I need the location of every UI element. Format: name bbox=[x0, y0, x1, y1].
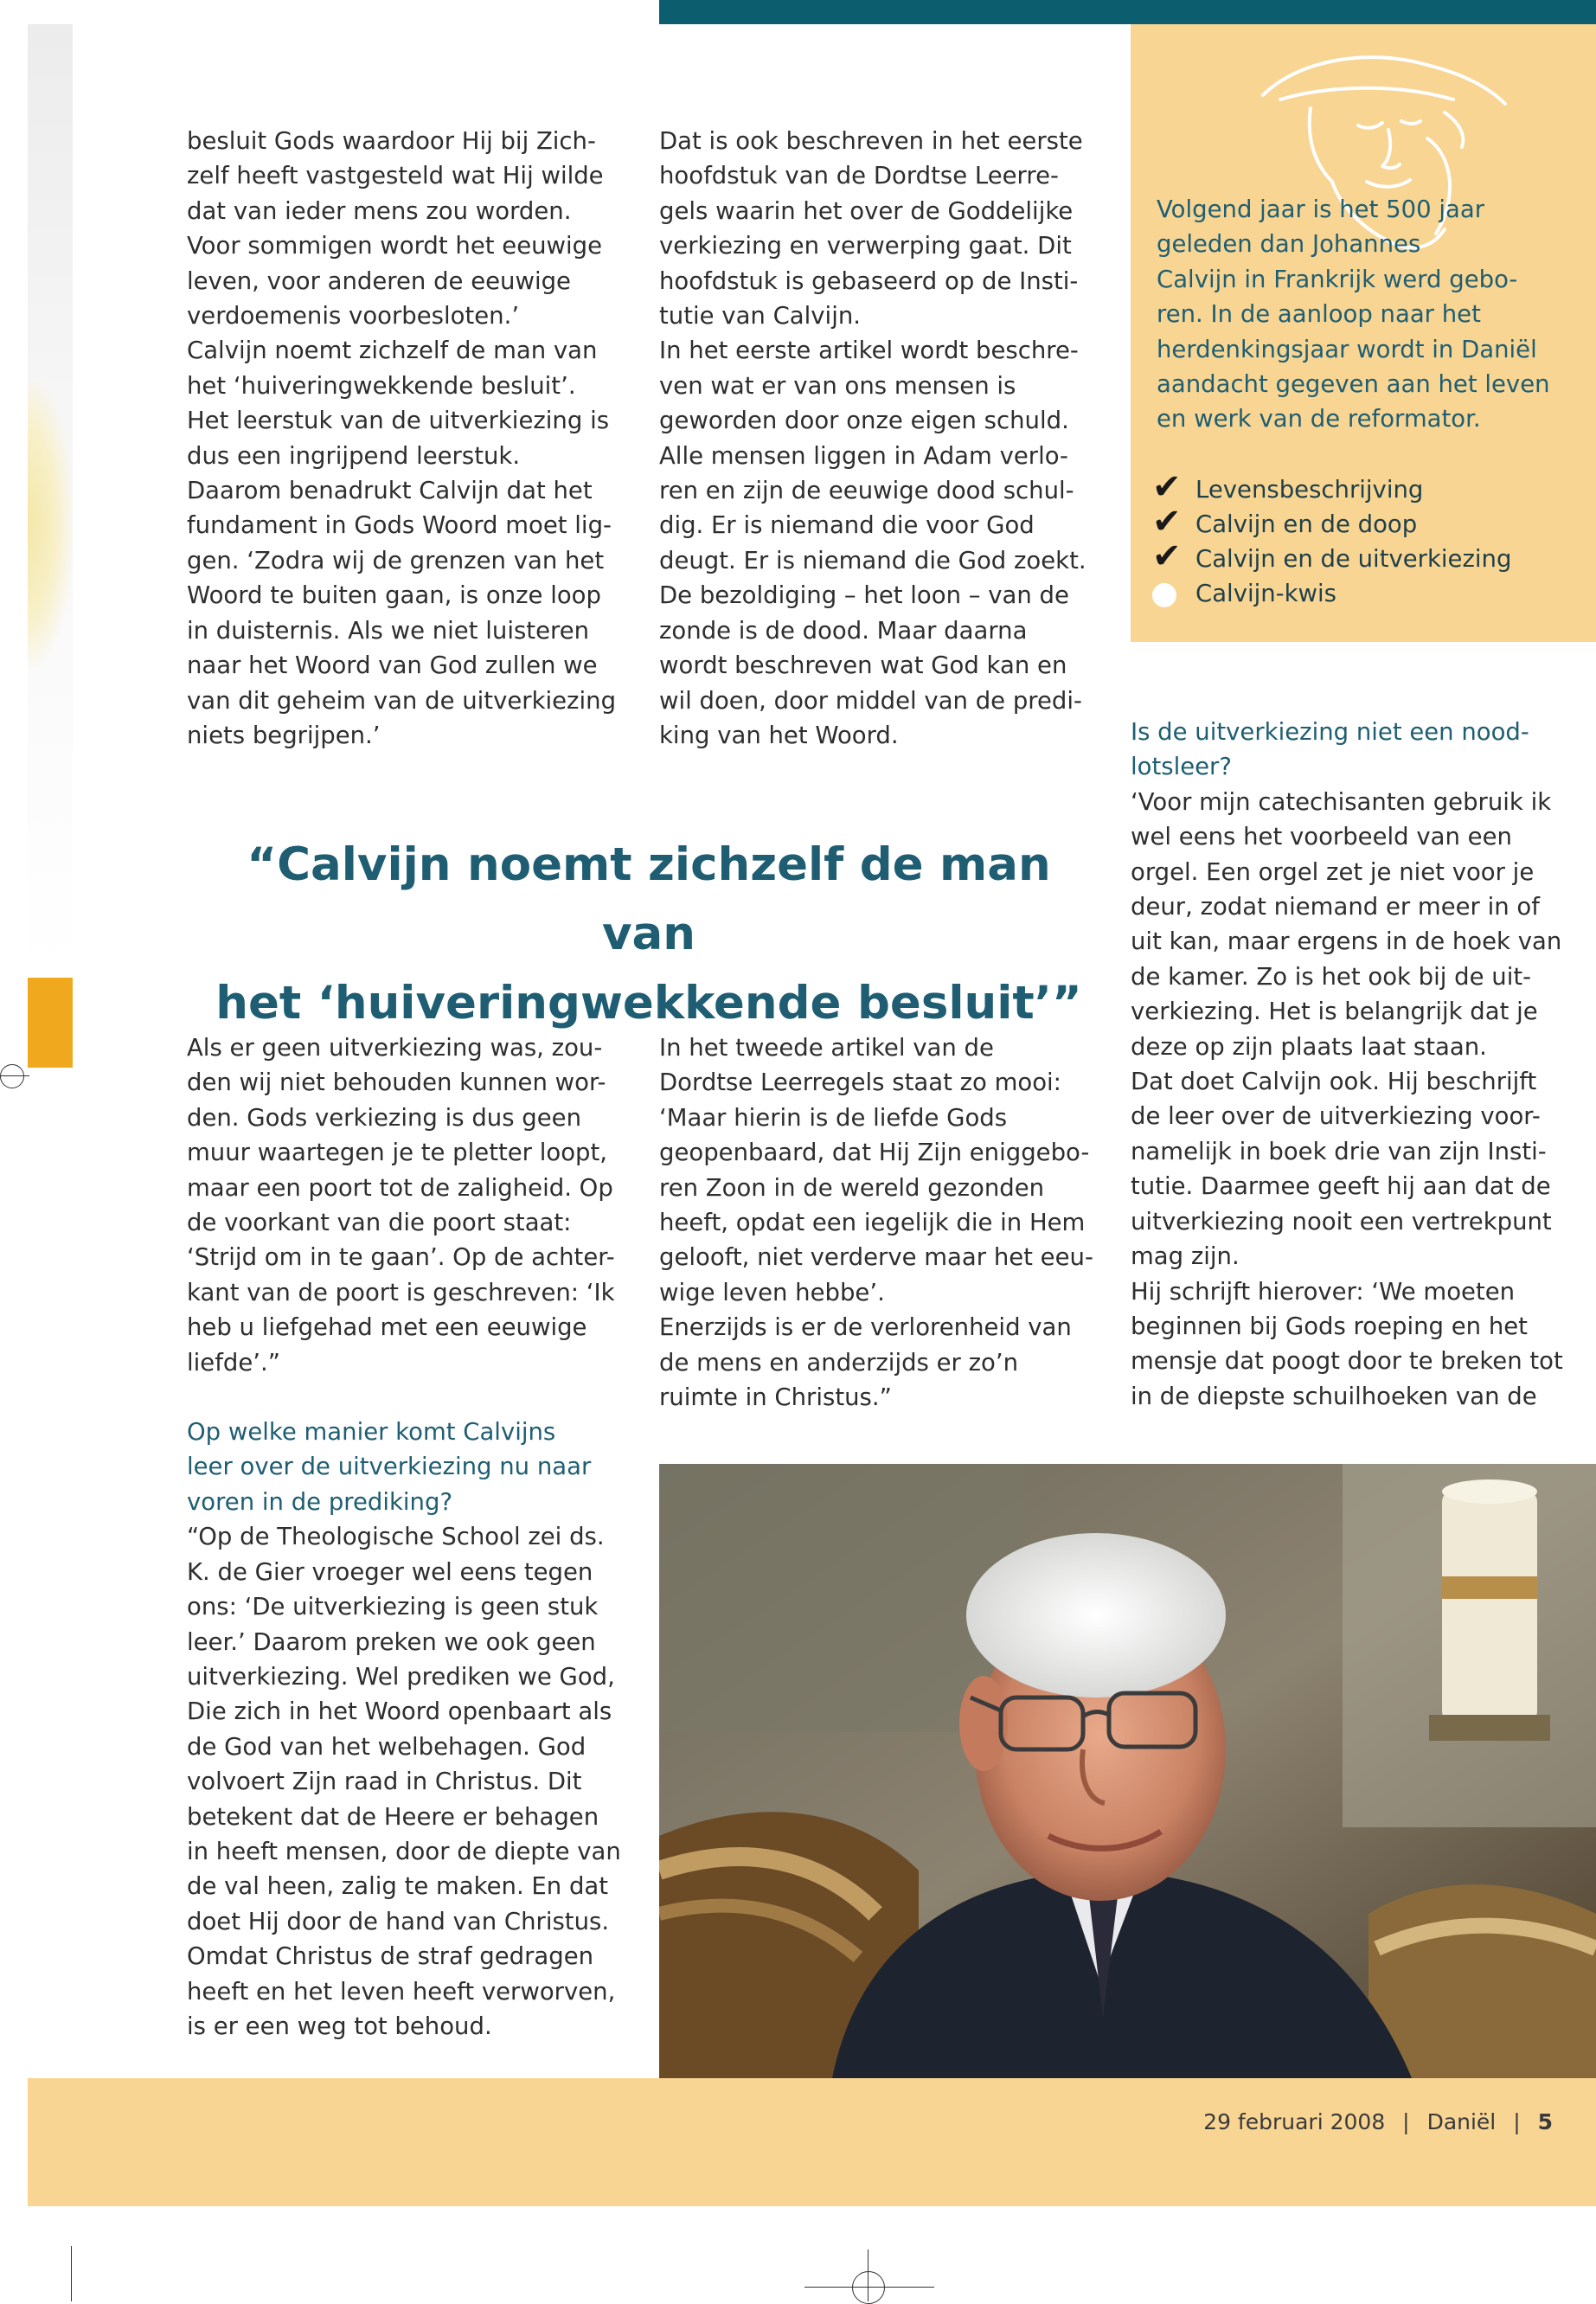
text-line: leven, voor anderen de eeuwige bbox=[187, 266, 571, 295]
text-line: deugt. Er is niemand die God zoekt. bbox=[659, 546, 1086, 574]
text-line: ren Zoon in de wereld gezonden bbox=[659, 1173, 1045, 1202]
text-line: geworden door onze eigen schuld. bbox=[659, 407, 1069, 435]
text-line: den. Gods verkiezing is dus geen bbox=[187, 1103, 582, 1132]
text-line: ons: ‘De uitverkiezing is geen stuk bbox=[187, 1593, 599, 1621]
text-line: verkiezing. Het is belangrijk dat je bbox=[1131, 998, 1538, 1026]
text-line: uitverkiezing. Wel prediken we God, bbox=[187, 1662, 615, 1691]
sidebar-line: Calvijn in Frankrijk werd gebo- bbox=[1157, 265, 1518, 293]
text-line: de val heen, zalig te maken. En dat bbox=[187, 1872, 609, 1901]
text-line: tutie. Daarmee geeft hij aan dat de bbox=[1131, 1172, 1551, 1201]
text-line: king van het Woord. bbox=[659, 721, 899, 749]
text-line: uitverkiezing nooit een vertrekpunt bbox=[1131, 1207, 1552, 1235]
text-line: mag zijn. bbox=[1131, 1242, 1240, 1271]
text-line: in duisternis. Als we niet luisteren bbox=[187, 616, 590, 645]
footer-separator: | bbox=[1402, 2109, 1410, 2134]
text-line: is er een weg tot behoud. bbox=[187, 2012, 492, 2040]
text-line: De bezoldiging – het loon – van de bbox=[659, 581, 1069, 610]
checkmark-icon: ✔ bbox=[1152, 502, 1182, 542]
text-line: in heeft mensen, door de diepte van bbox=[187, 1837, 621, 1865]
text-line: hoofdstuk van de Dordtse Leerre- bbox=[659, 162, 1059, 190]
text-line: heeft en het leven heeft verworven, bbox=[187, 1977, 616, 2006]
text-line: heb u liefgehad met een eeuwige bbox=[187, 1313, 587, 1342]
text-line: maar een poort tot de zaligheid. Op bbox=[187, 1173, 613, 1202]
text-line: Als er geen uitverkiezing was, zou- bbox=[187, 1034, 603, 1062]
text-line: ‘Voor mijn catechisanten gebruik ik bbox=[1131, 787, 1552, 816]
pull-quote-line: het ‘huiveringwekkende besluit’” bbox=[215, 977, 1082, 1030]
text-line: Dat is ook beschreven in het eerste bbox=[659, 127, 1083, 155]
page-number: 5 bbox=[1537, 2109, 1553, 2134]
checkmark-icon: ✔ bbox=[1152, 467, 1182, 507]
text-line: Het leerstuk van de uitverkiezing is bbox=[187, 407, 610, 435]
footer-band bbox=[28, 2078, 1596, 2206]
text-line: ‘Maar hierin is de liefde Gods bbox=[659, 1103, 1008, 1132]
text-line: zelf heeft vastgesteld wat Hij wilde bbox=[187, 162, 604, 190]
text-line: Omdat Christus de straf gedragen bbox=[187, 1942, 594, 1971]
text-line: zonde is de dood. Maar daarna bbox=[659, 616, 1028, 645]
footer-date: 29 februari 2008 bbox=[1203, 2109, 1386, 2134]
text-line: fundament in Gods Woord moet lig- bbox=[187, 511, 612, 540]
text-line: verkiezing en verwerping gaat. Dit bbox=[659, 232, 1072, 260]
text-line: heeft, opdat een iegelijk die in Hem bbox=[659, 1209, 1086, 1237]
sidebar-line: aandacht gegeven aan het leven bbox=[1157, 370, 1550, 399]
text-line: In het tweede artikel van de bbox=[659, 1034, 994, 1062]
text-line: Voor sommigen wordt het eeuwige bbox=[187, 232, 603, 260]
text-line: naar het Woord van God zullen we bbox=[187, 651, 598, 680]
text-line: dig. Er is niemand die voor God bbox=[659, 511, 1035, 540]
text-line: gels waarin het over de Goddelijke bbox=[659, 196, 1074, 225]
text-line: orgel. Een orgel zet je niet voor je bbox=[1131, 857, 1535, 886]
question-line: Op welke manier komt Calvijns bbox=[187, 1418, 556, 1447]
text-line: betekent dat de Heere er behagen bbox=[187, 1802, 599, 1831]
text-line: dat van ieder mens zou worden. bbox=[187, 196, 572, 225]
question-line: lotsleer? bbox=[1131, 753, 1232, 781]
text-line: gen. ‘Zodra wij de grenzen van het bbox=[187, 546, 605, 574]
text-line: Calvijn noemt zichzelf de man van bbox=[187, 337, 598, 365]
text-line: mensje dat poogt door te breken tot bbox=[1131, 1347, 1563, 1376]
text-line: Die zich in het Woord openbaart als bbox=[187, 1698, 612, 1726]
text-line: de voorkant van die poort staat: bbox=[187, 1209, 572, 1237]
text-line: In het eerste artikel wordt beschre- bbox=[659, 337, 1079, 365]
text-line: wige leven hebbe’. bbox=[659, 1278, 885, 1306]
question-line: voren in de prediking? bbox=[187, 1487, 453, 1516]
text-line: doet Hij door de hand van Christus. bbox=[187, 1907, 610, 1935]
footer bbox=[1203, 2109, 1553, 2134]
text-line: van dit geheim van de uitverkiezing bbox=[187, 686, 617, 715]
middle-bottom-column bbox=[659, 1030, 1109, 1415]
text-line: in de diepste schuilhoeken van de bbox=[1131, 1382, 1537, 1410]
text-line: liefde’.” bbox=[187, 1348, 280, 1377]
bullet-dot-icon bbox=[1152, 583, 1176, 607]
left-strip-blob bbox=[28, 381, 73, 666]
paragraph-gap bbox=[187, 1380, 628, 1415]
footer-separator: | bbox=[1513, 2109, 1521, 2134]
text-line: volvoert Zijn raad in Christus. Dit bbox=[187, 1768, 582, 1796]
left-top-column bbox=[187, 124, 619, 753]
text-line: Dordtse Leerregels staat zo mooi: bbox=[659, 1069, 1061, 1097]
pull-quote bbox=[199, 831, 1099, 1038]
text-line: de kamer. Zo is het ook bij de uit- bbox=[1131, 962, 1532, 991]
crop-circle bbox=[0, 1064, 24, 1088]
text-line: de God van het welbehagen. God bbox=[187, 1732, 586, 1761]
text-line: Enerzijds is er de verlorenheid van bbox=[659, 1313, 1072, 1342]
pull-quote-line: “Calvijn noemt zichzelf de man van bbox=[247, 838, 1051, 960]
text-line: gelooft, niet verderve maar het eeu- bbox=[659, 1243, 1093, 1272]
text-line: Daarom benadrukt Calvijn dat het bbox=[187, 477, 593, 505]
sidebar-line: ren. In de aanloop naar het bbox=[1157, 300, 1481, 329]
text-line: tutie van Calvijn. bbox=[659, 302, 862, 331]
text-line: K. de Gier vroeger wel eens tegen bbox=[187, 1557, 593, 1586]
text-line: besluit Gods waardoor Hij bij Zich- bbox=[187, 127, 596, 155]
text-line: de leer over de uitverkiezing voor- bbox=[1131, 1102, 1541, 1131]
checkmark-icon: ✔ bbox=[1152, 536, 1182, 576]
text-line: ren en zijn de eeuwige dood schul- bbox=[659, 477, 1074, 505]
text-line: beginnen bij Gods roeping en het bbox=[1131, 1312, 1528, 1340]
series-item: Levensbeschrijving bbox=[1195, 476, 1424, 504]
orange-tab bbox=[28, 978, 73, 1068]
top-bar bbox=[659, 0, 1596, 24]
portrait-photo-illustration bbox=[659, 1464, 1596, 2078]
sidebar-intro bbox=[1157, 192, 1563, 437]
text-line: uit kan, maar ergens in de hoek van bbox=[1131, 927, 1562, 956]
text-line: ruimte in Christus.” bbox=[659, 1383, 892, 1412]
text-line: muur waartegen je te pletter loopt, bbox=[187, 1139, 608, 1167]
registration-line bbox=[804, 2287, 934, 2288]
text-line: kant van de poort is geschreven: ‘Ik bbox=[187, 1278, 615, 1306]
text-line: wel eens het voorbeeld van een bbox=[1131, 823, 1512, 851]
crop-mark-bottom bbox=[71, 2246, 72, 2301]
text-line: ven wat er van ons mensen is bbox=[659, 371, 1016, 400]
series-item: Calvijn-kwis bbox=[1195, 580, 1336, 607]
sidebar-line: geleden dan Johannes bbox=[1157, 230, 1421, 259]
right-column bbox=[1131, 715, 1580, 1414]
series-item: Calvijn en de doop bbox=[1195, 510, 1418, 538]
question-line: leer over de uitverkiezing nu naar bbox=[187, 1453, 592, 1481]
question-line: Is de uitverkiezing niet een nood- bbox=[1131, 718, 1529, 746]
text-line: wordt beschreven wat God kan en bbox=[659, 651, 1067, 680]
text-line: deur, zodat niemand er meer in of bbox=[1131, 893, 1540, 921]
text-line: hoofdstuk is gebaseerd op de Insti- bbox=[659, 266, 1079, 295]
registration-vline bbox=[868, 2249, 869, 2301]
text-line: den wij niet behouden kunnen wor- bbox=[187, 1069, 606, 1097]
sidebar-line: Volgend jaar is het 500 jaar bbox=[1157, 196, 1484, 223]
text-line: deze op zijn plaats laat staan. bbox=[1131, 1032, 1487, 1061]
text-line: het ‘huiveringwekkende besluit’. bbox=[187, 371, 576, 400]
text-line: “Op de Theologische School zei ds. bbox=[187, 1523, 605, 1551]
text-line: Hij schrijft hierover: ‘We moeten bbox=[1131, 1277, 1516, 1306]
text-line: de mens en anderzijds er zo’n bbox=[659, 1348, 1019, 1377]
text-line: dus een ingrijpend leerstuk. bbox=[187, 441, 521, 470]
footer-magazine: Daniël bbox=[1426, 2109, 1497, 2134]
sidebar-line: en werk van de reformator. bbox=[1157, 405, 1481, 433]
text-line: leer.’ Daarom preken we ook geen bbox=[187, 1627, 596, 1656]
text-line: namelijk in boek drie van zijn Insti- bbox=[1131, 1137, 1547, 1165]
left-bottom-column bbox=[187, 1030, 628, 2044]
series-item: Calvijn en de uitverkiezing bbox=[1195, 545, 1512, 573]
sidebar-line: herdenkingsjaar wordt in Daniël bbox=[1157, 335, 1537, 363]
text-line: wil doen, door middel van de predi- bbox=[659, 686, 1082, 715]
text-line: geopenbaard, dat Hij Zijn eniggebo- bbox=[659, 1139, 1090, 1167]
registration-mark bbox=[852, 2271, 885, 2304]
text-line: Dat doet Calvijn ook. Hij beschrijft bbox=[1131, 1068, 1537, 1096]
text-line: ‘Strijd om in te gaan’. Op de achter- bbox=[187, 1243, 615, 1272]
text-line: verdoemenis voorbesloten.’ bbox=[187, 302, 520, 331]
text-line: Woord te buiten gaan, is onze loop bbox=[187, 581, 601, 610]
text-line: niets begrijpen.’ bbox=[187, 721, 381, 749]
middle-top-column bbox=[659, 124, 1100, 753]
portrait-photo bbox=[659, 1464, 1596, 2078]
text-line: Alle mensen liggen in Adam verlo- bbox=[659, 441, 1068, 470]
